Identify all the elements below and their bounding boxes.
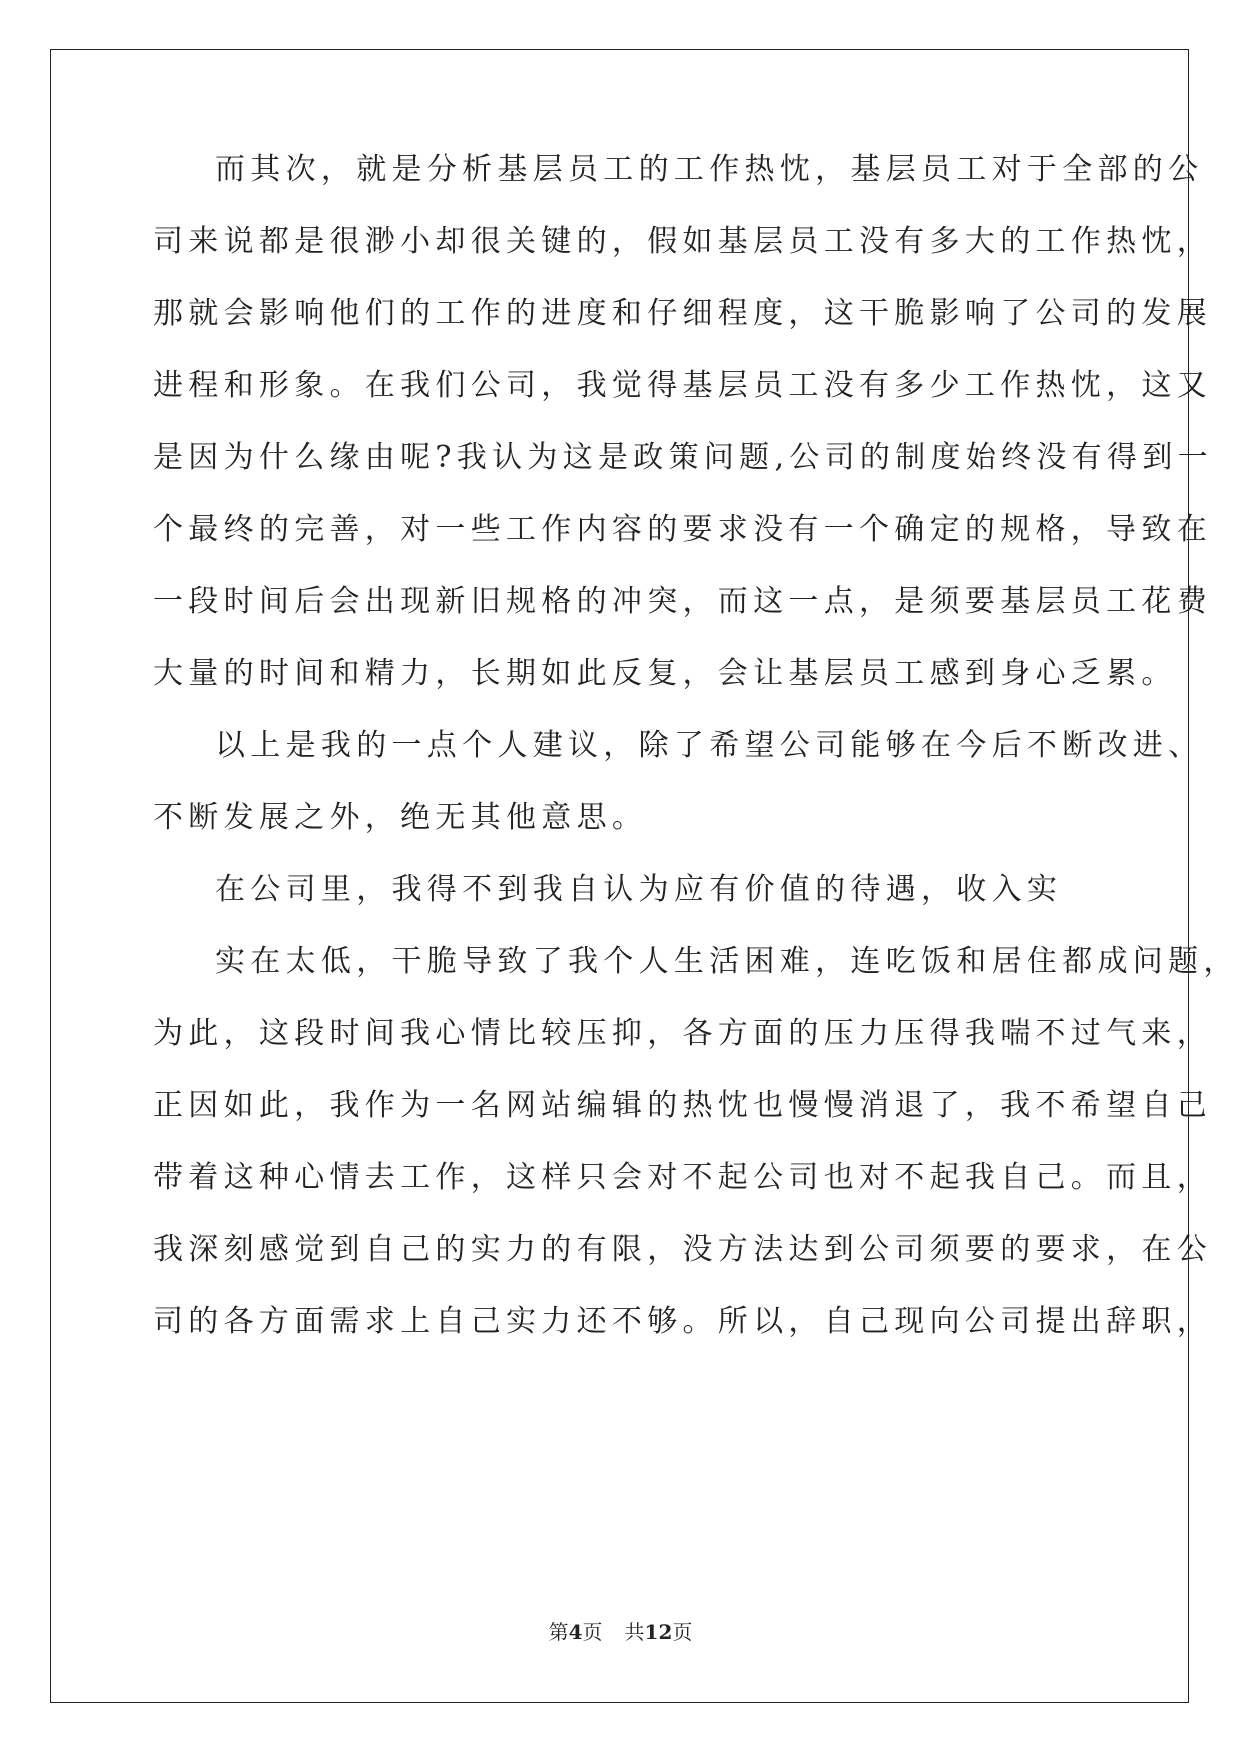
total-prefix: 共 (624, 1620, 645, 1644)
text-line: 而其次，就是分析基层员工的工作热忱，基层员工对于全部的公 (215, 152, 1204, 187)
text-line: 一段时间后会出现新旧规格的冲突，而这一点，是须要基层员工花费 (153, 584, 1212, 619)
text-line: 进程和形象。在我们公司，我觉得基层员工没有多少工作热忱，这又 (153, 368, 1212, 403)
text-line: 实在太低，干脆导致了我个人生活困难，连吃饭和居住都成问题， (215, 944, 1239, 979)
text-line: 带着这种心情去工作，这样只会对不起公司也对不起我自己。而且， (153, 1160, 1212, 1195)
text-line: 以上是我的一点个人建议，除了希望公司能够在今后不断改进、 (215, 728, 1204, 763)
current-page-number: 4 (568, 1620, 583, 1644)
text-line: 在公司里，我得不到我自认为应有价值的待遇，收入实 (215, 872, 1063, 907)
text-line: 我深刻感觉到自己的实力的有限，没方法达到公司须要的要求，在公 (153, 1232, 1212, 1267)
text-line: 正因如此，我作为一名网站编辑的热忱也慢慢消退了，我不希望自己 (153, 1088, 1212, 1123)
total-page-number: 12 (644, 1620, 673, 1644)
page-suffix: 页 (582, 1620, 603, 1644)
text-line: 司来说都是很渺小却很关键的，假如基层员工没有多大的工作热忱， (153, 224, 1212, 259)
total-suffix: 页 (672, 1620, 693, 1644)
text-line: 不断发展之外，绝无其他意思。 (153, 800, 648, 835)
text-line: 是因为什么缘由呢?我认为这是政策问题,公司的制度始终没有得到一 (153, 440, 1213, 475)
text-line: 个最终的完善，对一些工作内容的要求没有一个确定的规格，导致在 (153, 512, 1212, 547)
page-footer (0, 1616, 1241, 1645)
text-line: 大量的时间和精力，长期如此反复，会让基层员工感到身心乏累。 (153, 656, 1177, 691)
text-line: 司的各方面需求上自己实力还不够。所以，自己现向公司提出辞职， (153, 1304, 1212, 1339)
page-prefix: 第 (548, 1620, 569, 1644)
text-line: 那就会影响他们的工作的进度和仔细程度，这干脆影响了公司的发展 (153, 296, 1212, 331)
text-line: 为此，这段时间我心情比较压抑，各方面的压力压得我喘不过气来， (153, 1016, 1212, 1051)
